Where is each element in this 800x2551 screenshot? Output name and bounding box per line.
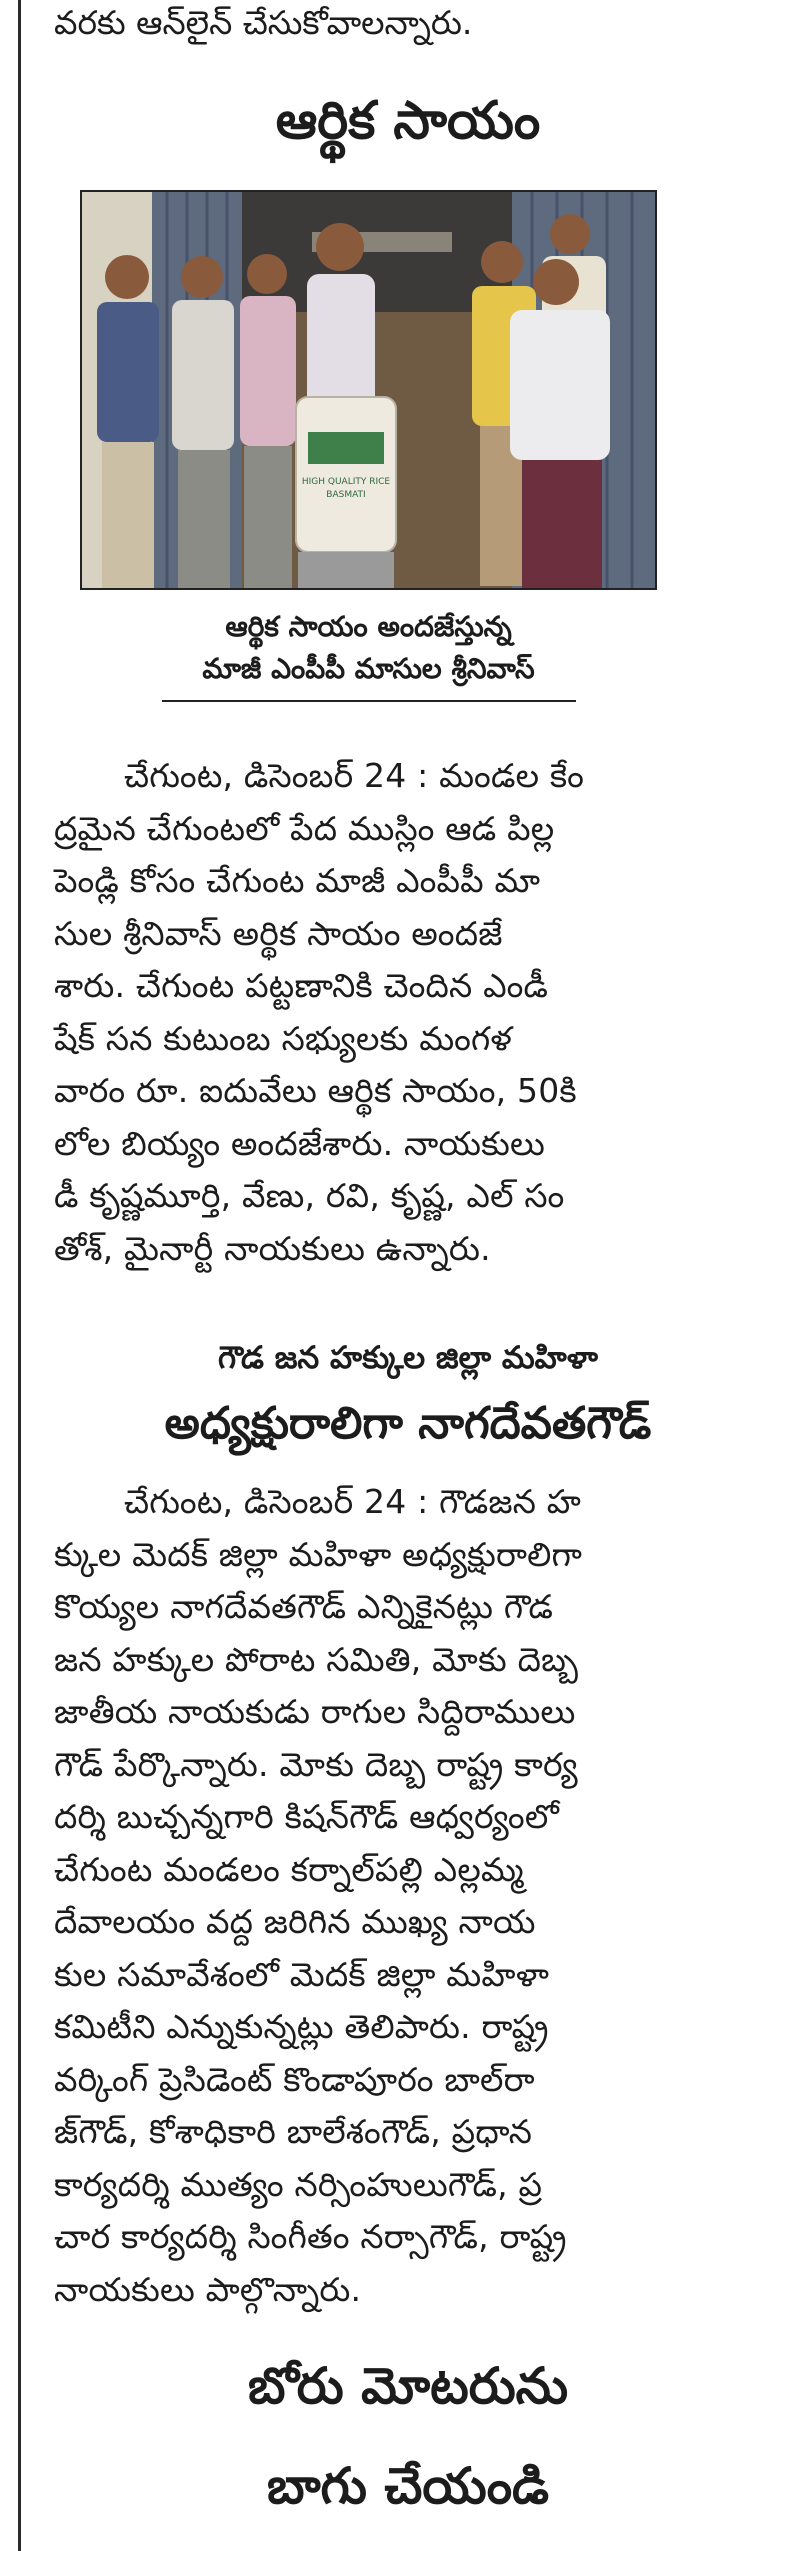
story1-line: పెండ్లి కోసం చేగుంట మాజీ ఎంపీపీ మా (54, 861, 541, 900)
caption-line-1: ఆర్థిక సాయం అందజేస్తున్న (225, 610, 512, 643)
story2-headline: అధ్యక్షురాలిగా నాగదేవతగౌడ్ (164, 1398, 652, 1449)
story2-line: వర్కింగ్ ప్రెసిడెంట్ కొండాపూరం బాల్‌రా (54, 2059, 535, 2099)
story1-line: డీ కృష్ణమూర్తి, వేణు, రవి, కృష్ణ, ఎల్ సం (54, 1176, 565, 1215)
story2-line: కుల సమావేశంలో మెదక్ జిల్లా మహిళా (54, 1954, 550, 1994)
bag-text-2: BASMATI (326, 490, 366, 500)
story3-headline-line-1: బోరు మోటరును (247, 2357, 569, 2415)
story2-line: జాతీయ నాయకుడు రాగుల సిద్దిరాములు (54, 1692, 576, 1731)
story1-line: శారు. చేగుంట పట్టణానికి చెందిన ఎండీ (54, 966, 549, 1005)
bag-text-1: HIGH QUALITY RICE (301, 477, 391, 487)
photo-illustration (82, 192, 655, 588)
story1-line: వారం రూ. ఐదువేలు ఆర్థిక సాయం, 50కి (54, 1071, 577, 1110)
caption-line-2: మాజీ ఎంపీపీ మాసుల శ్రీనివాస్ (202, 652, 535, 685)
story2-line: కొయ్యల నాగదేవతగౌడ్ ఎన్నికైనట్లు గౌడ (54, 1587, 554, 1626)
story2-line: దేవాలయం వద్ద జరిగిన ముఖ్య నాయ (54, 1902, 536, 1941)
story2-line: గౌడ్ పేర్కొన్నారు. మోకు దెబ్బ రాష్ట్ర కార్య (54, 1744, 578, 1784)
story1-line: సుల శ్రీనివాస్ అర్థిక సాయం అందజే (54, 913, 503, 953)
continued-text-line: వరకు ఆన్‌లైన్ చేసుకోవాలన్నారు. (54, 3, 473, 42)
story2-line: జ్‌గౌడ్, కోశాధికారి బాలేశంగౌడ్, ప్రధాన (54, 2112, 533, 2151)
story2-line: నాయకులు పాల్గొన్నారు. (54, 2269, 362, 2309)
news-photo (80, 190, 657, 590)
caption-underline (162, 700, 576, 702)
story1-line: తోశ్, మైనార్టీ నాయకులు ఉన్నారు. (54, 1228, 491, 1268)
story2-line: దర్శి బుచ్చన్నగారి కిషన్‌గౌడ్ ఆధ్వర్యంలో (54, 1797, 560, 1836)
story1-line: షేక్ సన కుటుంబ సభ్యులకు మంగళ (54, 1018, 512, 1058)
story1-body (54, 750, 770, 1275)
story2-paragraph (54, 1476, 770, 2316)
story2-line: చేగుంట మండలం కర్నాల్‌పల్లి ఎల్లమ్మ (54, 1849, 524, 1889)
story1-line: చేగుంట, డిసెంబర్ 24 : మండల కేం (124, 756, 585, 795)
story2-line: కార్యదర్శి ముత్యం నర్సింహులుగౌడ్, ప్ర (54, 2164, 543, 2204)
column-rule (18, 0, 21, 2551)
story2-line: కమిటీని ఎన్నుకున్నట్లు తెలిపారు. రాష్ట్ర (54, 2007, 549, 2046)
story2-line: చార కార్యదర్శి సింగీతం నర్సాగౌడ్, రాష్ట్ర (54, 2217, 567, 2256)
story1-paragraph (54, 750, 770, 1275)
story2-line: క్కుల మెదక్ జిల్లా మహిళా అధ్యక్షురాలిగా (54, 1534, 583, 1574)
story3-headline-line-2: బాగు చేయండి (266, 2457, 550, 2515)
story2-line: జన హక్కుల పోరాట సమితి, మోకు దెబ్బ (54, 1639, 579, 1679)
story1-line: ద్రమైన చేగుంటలో పేద ముస్లిం ఆడ పిల్ల (54, 808, 555, 848)
story2-kicker: గౌడ జన హక్కుల జిల్లా మహిళా (218, 1340, 598, 1376)
story1-headline: ఆర్థిక సాయం (275, 91, 541, 151)
story1-line: లోల బియ్యం అందజేశారు. నాయకులు (54, 1123, 546, 1163)
photo-caption (80, 606, 657, 690)
story2-body (54, 1476, 770, 2316)
story2-line: చేగుంట, డిసెంబర్ 24 : గౌడజన హ (124, 1482, 582, 1521)
